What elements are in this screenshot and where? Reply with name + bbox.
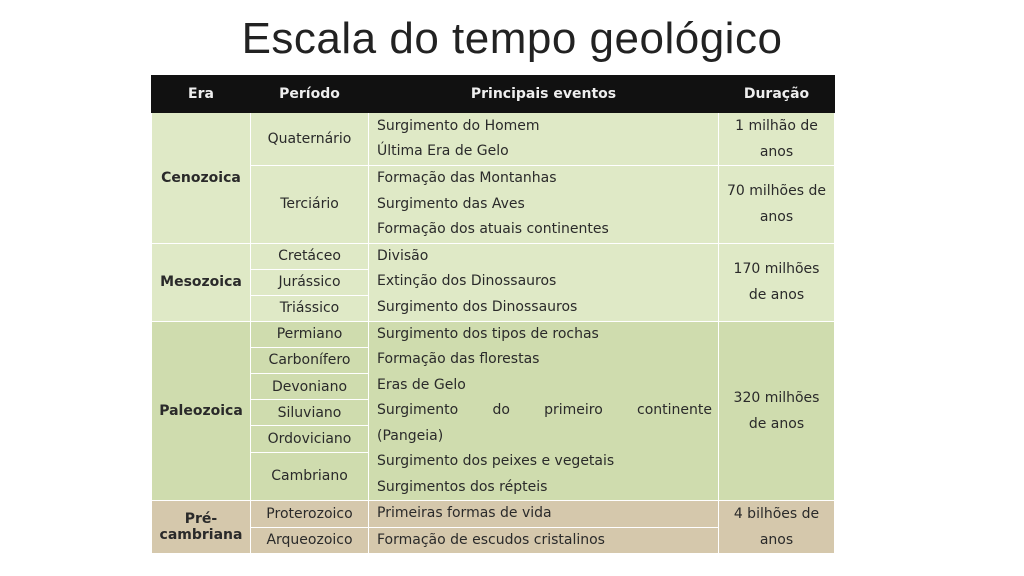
evento: Eras de Gelo: [377, 376, 466, 393]
evento: Última Era de Gelo: [377, 143, 509, 159]
evento: Surgimento dos peixes e vegetais: [377, 453, 615, 469]
periodo-terciario: Terciário: [251, 166, 369, 244]
periodo-devoniano: Devoniano: [251, 373, 369, 399]
table-row: [152, 243, 835, 269]
duracao-paleozoica: 320 milhões de anos: [719, 321, 835, 501]
periodo-ordoviciano: Ordoviciano: [251, 426, 369, 452]
periodo-proterozoico: Proterozoico: [251, 501, 369, 528]
periodo-arqueozoico: Arqueozoico: [251, 527, 369, 554]
periodo-siluviano: Siluviano: [251, 400, 369, 426]
eventos-terciario: [369, 166, 719, 244]
duracao-mesozoica: 170 milhões de anos: [719, 243, 835, 321]
table-row: [152, 321, 835, 347]
periodo-triassico: Triássico: [251, 295, 369, 321]
slide-title: Escala do tempo geológico: [241, 14, 783, 63]
periodo-jurassico: Jurássico: [251, 269, 369, 295]
evento: Extinção dos Dinossauros: [377, 273, 557, 290]
table-row: [152, 501, 835, 528]
periodo-permiano: Permiano: [251, 321, 369, 347]
duracao-terciario: 70 milhões de anos: [719, 166, 835, 244]
era-mesozoica: Mesozoica: [152, 243, 251, 321]
table-row: [152, 113, 835, 166]
periodo-carbonifero: Carbonífero: [251, 347, 369, 373]
eventos-quaternario: [369, 113, 719, 166]
era-paleozoica: Paleozoica: [152, 321, 251, 501]
table-row: [152, 166, 835, 244]
eventos-paleozoica: [369, 321, 719, 501]
evento: Formação das Montanhas: [377, 170, 557, 186]
evento: Surgimentos dos répteis: [377, 478, 548, 495]
eventos-proterozoico: Primeiras formas de vida: [369, 501, 719, 528]
table-header-row: [152, 76, 835, 113]
evento: Surgimento dos tipos de rochas: [377, 325, 599, 342]
evento: Surgimento do Homem: [377, 117, 540, 134]
periodo-quaternario: Quaternário: [251, 113, 369, 166]
header-era: Era: [152, 76, 251, 113]
evento: Surgimento das Aves: [377, 195, 525, 212]
header-duracao: Duração: [719, 76, 835, 113]
duracao-quaternario: 1 milhão de anos: [719, 113, 835, 166]
eventos-mesozoica: [369, 243, 719, 321]
era-cenozoica: Cenozoica: [152, 113, 251, 244]
evento: Surgimento do primeiro continente: [377, 402, 712, 418]
evento: (Pangeia): [377, 427, 444, 444]
evento: Formação dos atuais continentes: [377, 221, 609, 237]
era-precambriana: Pré-cambriana: [152, 501, 251, 554]
evento: Divisão: [377, 247, 429, 264]
duracao-precambriana: 4 bilhões de anos: [719, 501, 835, 554]
periodo-cambriano: Cambriano: [251, 452, 369, 500]
periodo-cretaceo: Cretáceo: [251, 243, 369, 269]
evento: Surgimento dos Dinossauros: [377, 298, 578, 315]
header-eventos: Principais eventos: [369, 76, 719, 113]
geologic-time-table: [151, 75, 835, 554]
eventos-arqueozoico: Formação de escudos cristalinos: [369, 527, 719, 554]
evento: Formação das florestas: [377, 351, 540, 367]
header-periodo: Período: [251, 76, 369, 113]
